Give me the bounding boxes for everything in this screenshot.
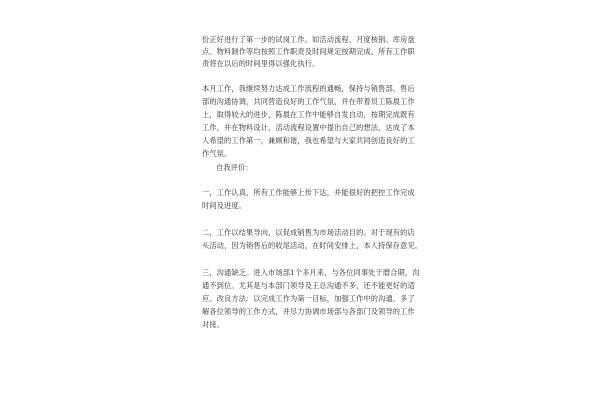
paragraph-2-line-5: 人希望的工作第一，兼顾和谐，我也希望与大家共同创造良好的工 (202, 136, 415, 145)
evaluation-item-1-line-1: 一，工作认真，所有工作能够上传下达，并能很好的把控工作完成 (202, 188, 415, 197)
evaluation-item-3-line-5: 对接。 (202, 320, 225, 329)
evaluation-item-2-line-2: 头活动，因为销售后的收尾活动，在时间安排上，本人持保存意见。 (202, 241, 423, 250)
paragraph-2-line-2: 部的沟通协调，共同营造良好的工作气氛，并在带着员工陈晨工作 (202, 97, 415, 106)
evaluation-item-3-line-3: 应。改良方法：以完成工作为第一目标，加强工作中的沟通，多了 (202, 294, 415, 303)
evaluation-item-2-line-1: 二，工作以结果导向，以促成销售为市场活动目的。对于现有的店 (202, 228, 415, 237)
paragraph-2-line-1: 本月工作，我继续努力达成工作流程的通畅，保持与销售部、售后 (202, 84, 415, 93)
self-evaluation-heading: 自我评价： (216, 163, 253, 172)
paragraph-1-line-2: 点、物料制作等均按照工作职责及时间规定按期完成。所有工作职 (202, 47, 415, 56)
paragraph-2-line-6: 作气氛。 (202, 149, 232, 158)
paragraph-1-line-3: 责将在以后的时间里得以强化执行。 (202, 59, 320, 68)
evaluation-item-1-line-2: 时间及进度。 (202, 201, 247, 210)
evaluation-item-3-line-4: 解各位领导的工作方式，并尽力协调市场部与各部门及领导的工作 (202, 307, 415, 316)
evaluation-item-3-line-2: 通不到位。尤其是与本部门领导及王总沟通不多，还不能更好的适 (202, 281, 415, 290)
paragraph-2-line-4: 工作，并在物料设计、活动流程设置中提出自己的想法，达成了本 (202, 123, 415, 132)
paragraph-2-line-3: 上，取得较大的进步，陈晨在工作中能够自发自动，按期完成既有 (202, 110, 415, 119)
evaluation-item-3-line-1: 三，沟通缺乏。进入市场部1个多月来，与各位同事处于磨合期，沟 (202, 268, 420, 277)
paragraph-1-line-1: 份正好进行了第一步的试岗工作。如活动流程、月度核销、库房盘 (202, 35, 415, 44)
